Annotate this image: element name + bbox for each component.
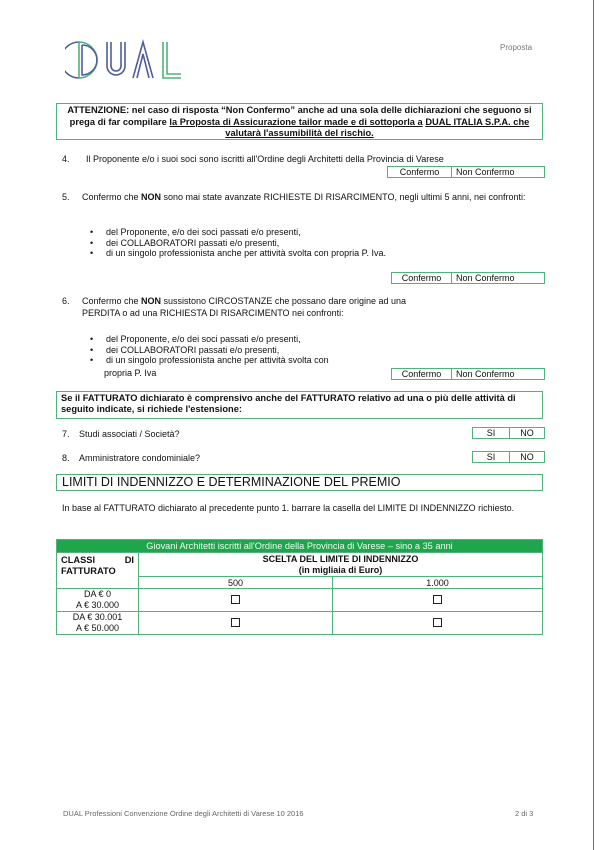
question-6-bullets <box>90 334 329 366</box>
question-6-confermo[interactable]: Confermo <box>392 369 452 379</box>
list-item: • dei COLLABORATORI passati e/o presenti, <box>90 345 329 356</box>
range-from: DA € 30.001 <box>72 612 123 623</box>
limit-header-title: SCELTA DEL LIMITE DI INDENNIZZO <box>262 554 419 564</box>
attention-text: nel caso di risposta “Non Confermo” anche ad una sola delle dichiarazioni che seguono si prega di far compilare <box>69 105 532 127</box>
limit-header-subtitle: (in migliaia di Euro) <box>298 564 383 575</box>
classi-header-c: FATTURATO <box>61 565 116 576</box>
classi-header <box>57 553 139 589</box>
page-edge <box>593 0 594 850</box>
list-item: • dei COLLABORATORI passati e/o presenti, <box>90 238 386 249</box>
limit-1000-header: 1.000 <box>333 577 543 589</box>
checkbox-0-30000-limit-500[interactable] <box>231 595 240 604</box>
question-7-no[interactable]: NO <box>520 428 534 438</box>
checkbox-cell <box>139 612 333 635</box>
limit-500-header: 500 <box>139 577 333 589</box>
attention-notice <box>56 103 543 140</box>
checkbox-30001-50000-limit-500[interactable] <box>231 618 240 627</box>
question-7-number: 7. <box>62 429 70 439</box>
question-6-text <box>82 296 502 320</box>
list-item: • del Proponente, e/o dei soci passati e/o presenti, <box>90 334 329 345</box>
question-6-text-line2: PERDITA o ad una RICHIESTA DI RISARCIMENTO nei confronti: <box>82 307 344 318</box>
question-6-text-pre: Confermo che <box>82 296 142 306</box>
question-6-number: 6. <box>62 296 70 306</box>
list-item: • di un singolo professionista anche per attività svolta con <box>90 355 329 366</box>
limit-header <box>139 553 543 577</box>
question-4-options <box>387 166 545 178</box>
question-4-text: Il Proponente e/o i suoi soci sono iscritti all'Ordine degli Architetti della Provincia di Varese <box>86 154 444 164</box>
question-5-text-pre: Confermo che <box>82 192 142 202</box>
dual-italia-link[interactable]: DUAL ITALIA S.P.A. che valutarà l'assumibilità del rischio. <box>225 116 530 138</box>
question-5-number: 5. <box>62 192 70 202</box>
question-7-options <box>472 427 545 439</box>
question-8-si[interactable]: SI <box>473 452 510 462</box>
question-6-text-post: sussistono CIRCOSTANZE che possano dare origine ad una <box>161 296 406 306</box>
question-5-text-post: sono mai state avanzate RICHIESTE DI RISARCIMENTO, negli ultimi 5 anni, nei confronti: <box>161 192 526 202</box>
question-6-text-bold: NON <box>141 296 162 306</box>
question-5-bullets <box>90 227 386 259</box>
range-from: DA € 0 <box>83 589 112 600</box>
proposal-link[interactable]: la Proposta di Assicurazione tailor made e di sottoporla a <box>169 116 423 127</box>
question-8-number: 8. <box>62 453 70 463</box>
question-7-si[interactable]: SI <box>473 428 510 438</box>
question-5-text-bold: NON <box>141 192 162 202</box>
checkbox-0-30000-limit-1000[interactable] <box>433 595 442 604</box>
question-7-text: Studi associati / Società? <box>79 429 180 439</box>
range-to: A € 50.000 <box>75 623 120 633</box>
checkbox-cell <box>333 612 543 635</box>
page-number: 2 di 3 <box>515 809 534 818</box>
fatturato-range <box>57 589 139 612</box>
list-item: • di un singolo professionista anche per attività svolta con propria P. Iva. <box>90 248 386 259</box>
question-8-no[interactable]: NO <box>520 452 534 462</box>
fatturato-range <box>57 612 139 635</box>
section-intro: In base al FATTURATO dichiarato al precedente punto 1. barrare la casella del LIMITE DI INDENNIZZO richiesto. <box>62 503 515 513</box>
table-caption: Giovani Architetti iscritti all'Ordine della Provincia di Varese – sino a 35 anni <box>57 540 543 553</box>
question-6-non-confermo[interactable]: Non Confermo <box>456 369 515 379</box>
checkbox-cell <box>139 589 333 612</box>
question-4-number: 4. <box>62 154 70 164</box>
classi-header-a: CLASSI <box>61 555 96 565</box>
question-5-non-confermo[interactable]: Non Confermo <box>456 273 515 283</box>
question-6-bullet-continuation: propria P. Iva <box>104 368 157 378</box>
question-4-confermo[interactable]: Confermo <box>388 167 452 177</box>
table-row <box>57 589 543 612</box>
question-5-confermo[interactable]: Confermo <box>392 273 452 283</box>
range-to: A € 30.000 <box>75 600 120 610</box>
attention-lead: ATTENZIONE: <box>67 105 130 115</box>
footer-text: DUAL Professioni Convenzione Ordine degli Architetti di Varese 10 2016 <box>63 809 304 818</box>
dual-logo <box>65 38 185 82</box>
question-6-options <box>391 368 545 380</box>
section-title: LIMITI DI INDENNIZZO E DETERMINAZIONE DEL PREMIO <box>56 474 543 491</box>
limits-table <box>56 539 543 635</box>
table-row <box>57 612 543 635</box>
extension-notice: Se il FATTURATO dichiarato è comprensivo anche del FATTURATO relativo ad una o più delle attività di seguito indicate, si richiede l'estensione: <box>56 391 543 419</box>
question-5-text <box>82 192 542 204</box>
question-8-options <box>472 451 545 463</box>
classi-header-b: DI <box>124 555 134 565</box>
list-item: • del Proponente, e/o dei soci passati e/o presenti, <box>90 227 386 238</box>
question-5-options <box>391 272 545 284</box>
checkbox-cell <box>333 589 543 612</box>
checkbox-30001-50000-limit-1000[interactable] <box>433 618 442 627</box>
document-type-label: Proposta <box>500 43 533 52</box>
question-4-non-confermo[interactable]: Non Confermo <box>456 167 515 177</box>
question-8-text: Amministratore condominiale? <box>79 453 201 463</box>
